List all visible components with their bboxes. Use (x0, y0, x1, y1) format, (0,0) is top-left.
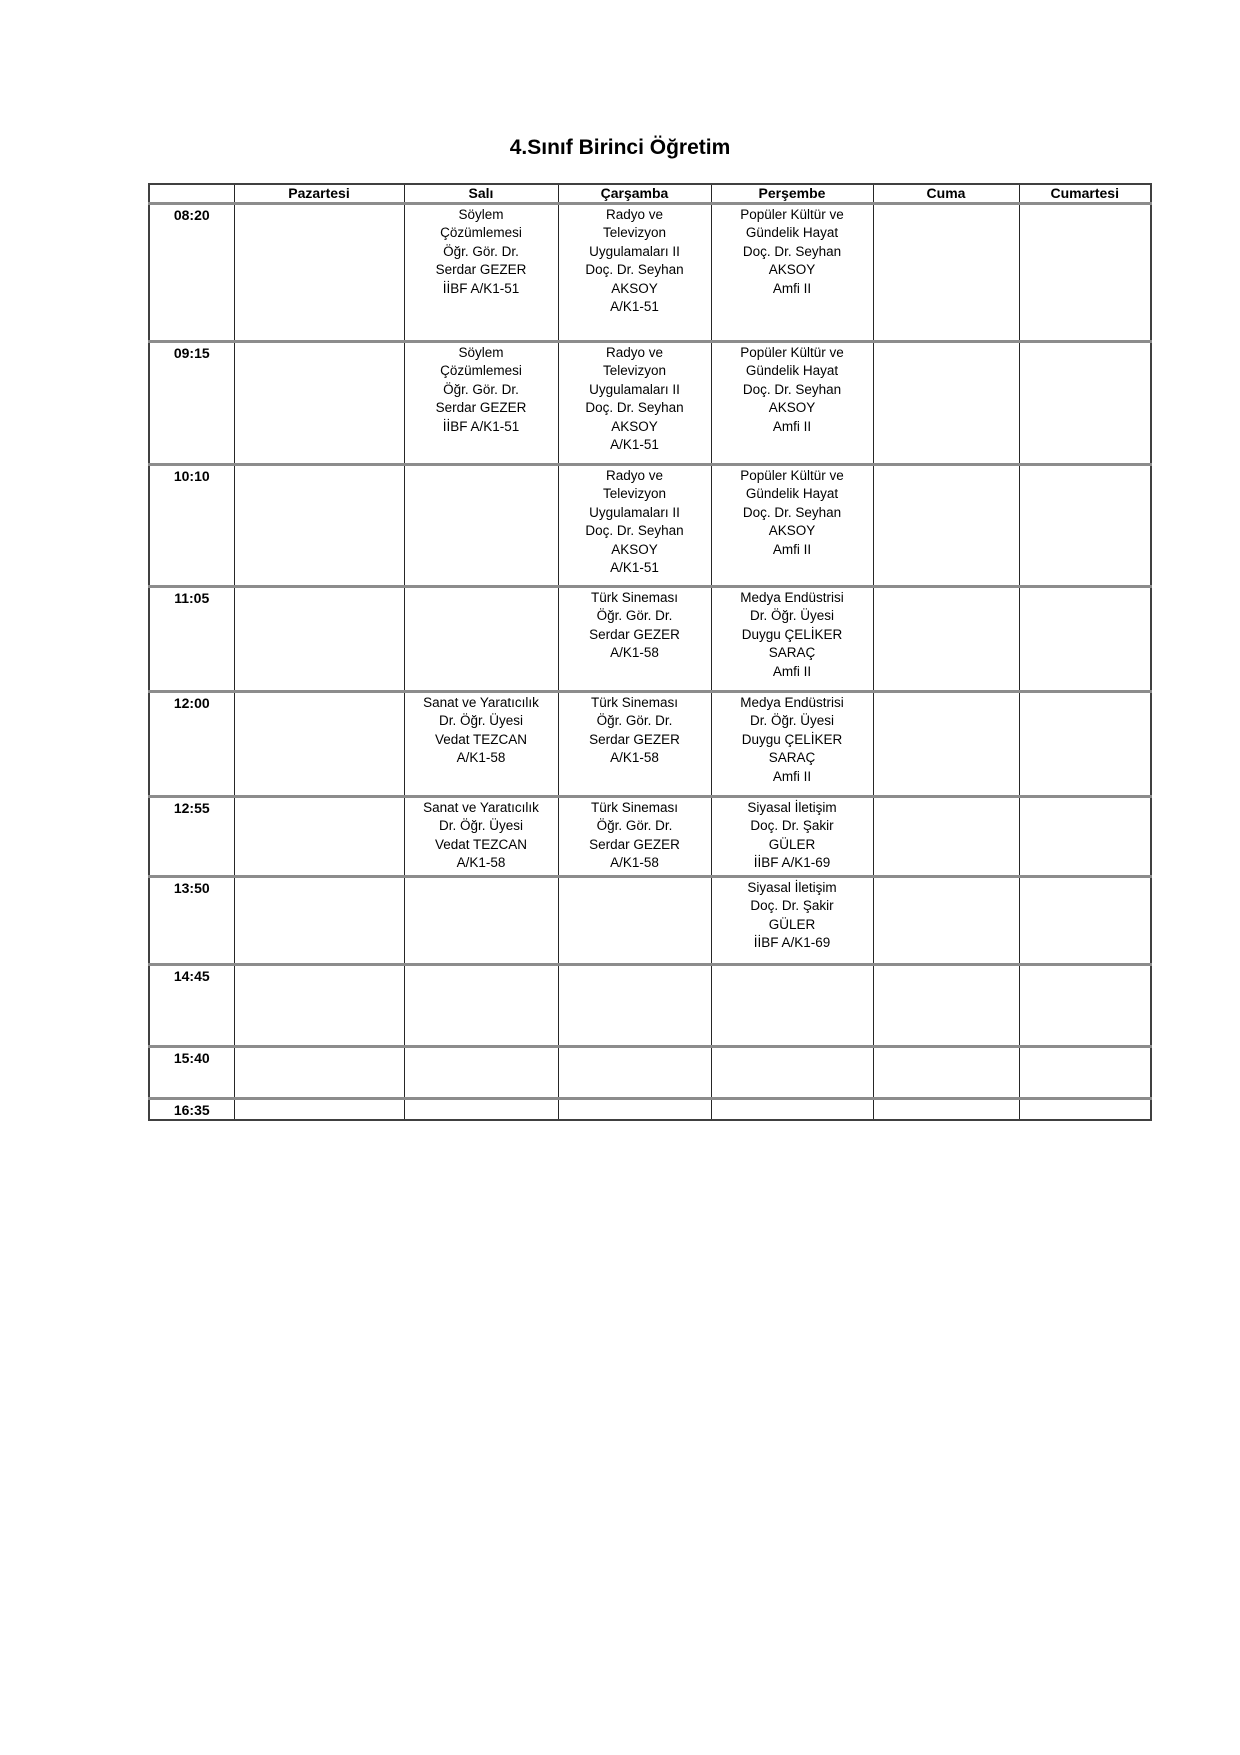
cell-line: Vedat TEZCAN (434, 731, 528, 747)
cell-line: Serdar GEZER (435, 262, 527, 278)
cell-line: İİBF A/K1-69 (753, 935, 831, 951)
schedule-cell (234, 692, 404, 797)
schedule-cell (558, 877, 711, 965)
schedule-cell (711, 692, 873, 797)
cell-line: Medya Endüstrisi (740, 695, 844, 710)
schedule-cell (234, 465, 404, 587)
schedule-cell (711, 877, 873, 965)
schedule-cell (234, 877, 404, 965)
time-label: 13:50 (149, 877, 234, 965)
schedule-cell (1019, 465, 1151, 587)
cell-line: A/K1-58 (610, 645, 659, 661)
schedule-cell (1019, 877, 1151, 965)
day-header: Salı (404, 184, 558, 204)
schedule-cell (1019, 1047, 1151, 1099)
cell-line: Amfi II (772, 663, 812, 679)
time-label: 08:20 (149, 204, 234, 342)
table-row (149, 1047, 1151, 1099)
cell-line: Duygu ÇELİKER (741, 626, 843, 642)
schedule-cell (873, 692, 1019, 797)
day-header: Cuma (873, 184, 1019, 204)
cell-line: AKSOY (611, 418, 658, 434)
schedule-cell (873, 965, 1019, 1047)
cell-line: A/K1-58 (456, 855, 506, 871)
cell-line: Serdar GEZER (435, 400, 527, 416)
cell-line: A/K1-58 (610, 855, 659, 871)
cell-line: Popüler Kültür ve (740, 345, 844, 360)
cell-line: Vedat TEZCAN (434, 836, 528, 852)
schedule-cell (234, 342, 404, 465)
cell-line: GÜLER (768, 916, 816, 932)
cell-line: Gündelik Hayat (745, 486, 839, 502)
schedule-cell (558, 965, 711, 1047)
cell-line: Dr. Öğr. Üyesi (749, 713, 835, 729)
cell-line: Sanat ve Yaratıcılık (423, 800, 539, 815)
schedule-cell (873, 877, 1019, 965)
schedule-cell (234, 204, 404, 342)
cell-line: AKSOY (768, 523, 816, 539)
cell-line: Siyasal İletişim (747, 880, 837, 895)
cell-line: Popüler Kültür ve (740, 468, 844, 483)
cell-line: AKSOY (611, 280, 658, 296)
cell-line: Doç. Dr. Seyhan (585, 400, 684, 416)
schedule-cell (234, 1099, 404, 1121)
schedule-cell (1019, 1099, 1151, 1121)
cell-line: Doç. Dr. Şakir (750, 818, 834, 834)
cell-line: Söylem (458, 207, 504, 222)
cell-line: Söylem (458, 345, 504, 360)
schedule-cell (873, 465, 1019, 587)
schedule-cell (404, 587, 558, 692)
cell-line: A/K1-58 (456, 750, 506, 766)
cell-line: Televizyon (602, 225, 667, 241)
day-header: Cumartesi (1019, 184, 1151, 204)
schedule-cell (711, 1047, 873, 1099)
schedule-cell (711, 342, 873, 465)
cell-line: İİBF A/K1-51 (442, 280, 520, 296)
schedule-cell (234, 1047, 404, 1099)
time-label: 12:55 (149, 797, 234, 877)
schedule-cell (558, 587, 711, 692)
schedule-cell (711, 587, 873, 692)
schedule-cell (711, 204, 873, 342)
header-row (149, 184, 1151, 204)
cell-line: AKSOY (611, 541, 658, 557)
cell-line: A/K1-51 (610, 437, 659, 453)
schedule-cell (558, 692, 711, 797)
cell-line: Doç. Dr. Seyhan (585, 523, 684, 539)
cell-line: Gündelik Hayat (745, 363, 839, 379)
schedule-cell (558, 204, 711, 342)
schedule-cell (404, 797, 558, 877)
time-label: 09:15 (149, 342, 234, 465)
time-label: 15:40 (149, 1047, 234, 1099)
schedule-table (148, 183, 1152, 1121)
cell-line: Duygu ÇELİKER (741, 731, 843, 747)
cell-line: Uygulamaları II (589, 504, 680, 520)
cell-line: Doç. Dr. Seyhan (742, 243, 842, 259)
day-header: Pazartesi (234, 184, 404, 204)
cell-line: Amfi II (772, 768, 812, 784)
cell-line: Uygulamaları II (589, 381, 680, 397)
cell-line: GÜLER (768, 836, 816, 852)
cell-line: A/K1-51 (610, 299, 659, 315)
schedule-cell (558, 342, 711, 465)
schedule-cell (404, 342, 558, 465)
schedule-cell (711, 797, 873, 877)
schedule-cell (404, 877, 558, 965)
cell-line: Öğr. Gör. Dr. (596, 713, 673, 729)
schedule-cell (711, 1099, 873, 1121)
cell-line: A/K1-58 (610, 750, 659, 766)
cell-line: Türk Sineması (590, 695, 679, 710)
cell-line: Popüler Kültür ve (740, 207, 844, 222)
cell-line: SARAÇ (768, 645, 816, 661)
schedule-cell (558, 465, 711, 587)
schedule-cell (558, 1047, 711, 1099)
cell-line: Öğr. Gör. Dr. (596, 818, 673, 834)
schedule-cell (1019, 587, 1151, 692)
cell-line: Öğr. Gör. Dr. (443, 381, 519, 397)
cell-line: Amfi II (772, 541, 812, 557)
cell-line: Radyo ve (605, 468, 664, 483)
cell-line: SARAÇ (768, 750, 816, 766)
table-row (149, 965, 1151, 1047)
cell-line: Dr. Öğr. Üyesi (749, 608, 835, 624)
table-row (149, 465, 1151, 587)
cell-line: Çözümlemesi (440, 225, 522, 241)
cell-line: Gündelik Hayat (745, 225, 839, 241)
schedule-cell (404, 1047, 558, 1099)
time-label: 11:05 (149, 587, 234, 692)
cell-line: Doç. Dr. Seyhan (585, 262, 684, 278)
schedule-cell (1019, 204, 1151, 342)
cell-line: Serdar GEZER (589, 731, 680, 747)
cell-line: Doç. Dr. Seyhan (742, 381, 842, 397)
schedule-cell (873, 1047, 1019, 1099)
schedule-cell (1019, 342, 1151, 465)
schedule-cell (404, 1099, 558, 1121)
schedule-cell (404, 692, 558, 797)
schedule-cell (234, 965, 404, 1047)
page-title: 4.Sınıf Birinci Öğretim (509, 136, 731, 159)
cell-line: Amfi II (772, 280, 812, 296)
cell-line: Çözümlemesi (440, 363, 522, 379)
day-header: Çarşamba (558, 184, 711, 204)
cell-line: Sanat ve Yaratıcılık (423, 695, 539, 710)
table-row (149, 342, 1151, 465)
schedule-cell (873, 587, 1019, 692)
schedule-cell (711, 965, 873, 1047)
table-row (149, 692, 1151, 797)
schedule-cell (873, 797, 1019, 877)
schedule-cell (558, 1099, 711, 1121)
schedule-cell (711, 465, 873, 587)
cell-line: Televizyon (602, 363, 667, 379)
cell-line: Amfi II (772, 418, 812, 434)
day-header: Perşembe (711, 184, 873, 204)
cell-line: Medya Endüstrisi (740, 590, 844, 605)
cell-line: Serdar GEZER (589, 836, 680, 852)
schedule-cell (1019, 965, 1151, 1047)
schedule-cell (404, 965, 558, 1047)
cell-line: İİBF A/K1-69 (753, 855, 831, 871)
cell-line: Türk Sineması (590, 590, 679, 605)
cell-line: Televizyon (602, 486, 667, 502)
schedule-cell (234, 797, 404, 877)
cell-line: Serdar GEZER (589, 626, 680, 642)
cell-line: Öğr. Gör. Dr. (596, 608, 673, 624)
schedule-cell (873, 204, 1019, 342)
cell-line: Doç. Dr. Seyhan (742, 504, 842, 520)
table-row (149, 797, 1151, 877)
schedule-cell (873, 342, 1019, 465)
cell-line: Radyo ve (605, 207, 664, 222)
cell-line: AKSOY (768, 400, 816, 416)
cell-line: Öğr. Gör. Dr. (443, 243, 519, 259)
cell-line: Dr. Öğr. Üyesi (438, 818, 524, 834)
time-label: 16:35 (149, 1099, 234, 1121)
table-row (149, 204, 1151, 342)
time-label: 12:00 (149, 692, 234, 797)
schedule-cell (558, 797, 711, 877)
time-column-header (149, 184, 234, 204)
schedule-cell (873, 1099, 1019, 1121)
table-row (149, 877, 1151, 965)
table-row (149, 1099, 1151, 1121)
cell-line: Siyasal İletişim (747, 800, 837, 815)
schedule-cell (404, 465, 558, 587)
cell-line: Türk Sineması (590, 800, 679, 815)
cell-line: Uygulamaları II (589, 243, 680, 259)
cell-line: Doç. Dr. Şakir (750, 898, 834, 914)
schedule-cell (1019, 692, 1151, 797)
schedule-cell (1019, 797, 1151, 877)
schedule-cell (234, 587, 404, 692)
table-row (149, 587, 1151, 692)
cell-line: Dr. Öğr. Üyesi (438, 713, 524, 729)
time-label: 10:10 (149, 465, 234, 587)
cell-line: A/K1-51 (610, 560, 659, 576)
cell-line: İİBF A/K1-51 (442, 418, 520, 434)
cell-line: Radyo ve (605, 345, 664, 360)
cell-line: AKSOY (768, 262, 816, 278)
schedule-cell (404, 204, 558, 342)
time-label: 14:45 (149, 965, 234, 1047)
